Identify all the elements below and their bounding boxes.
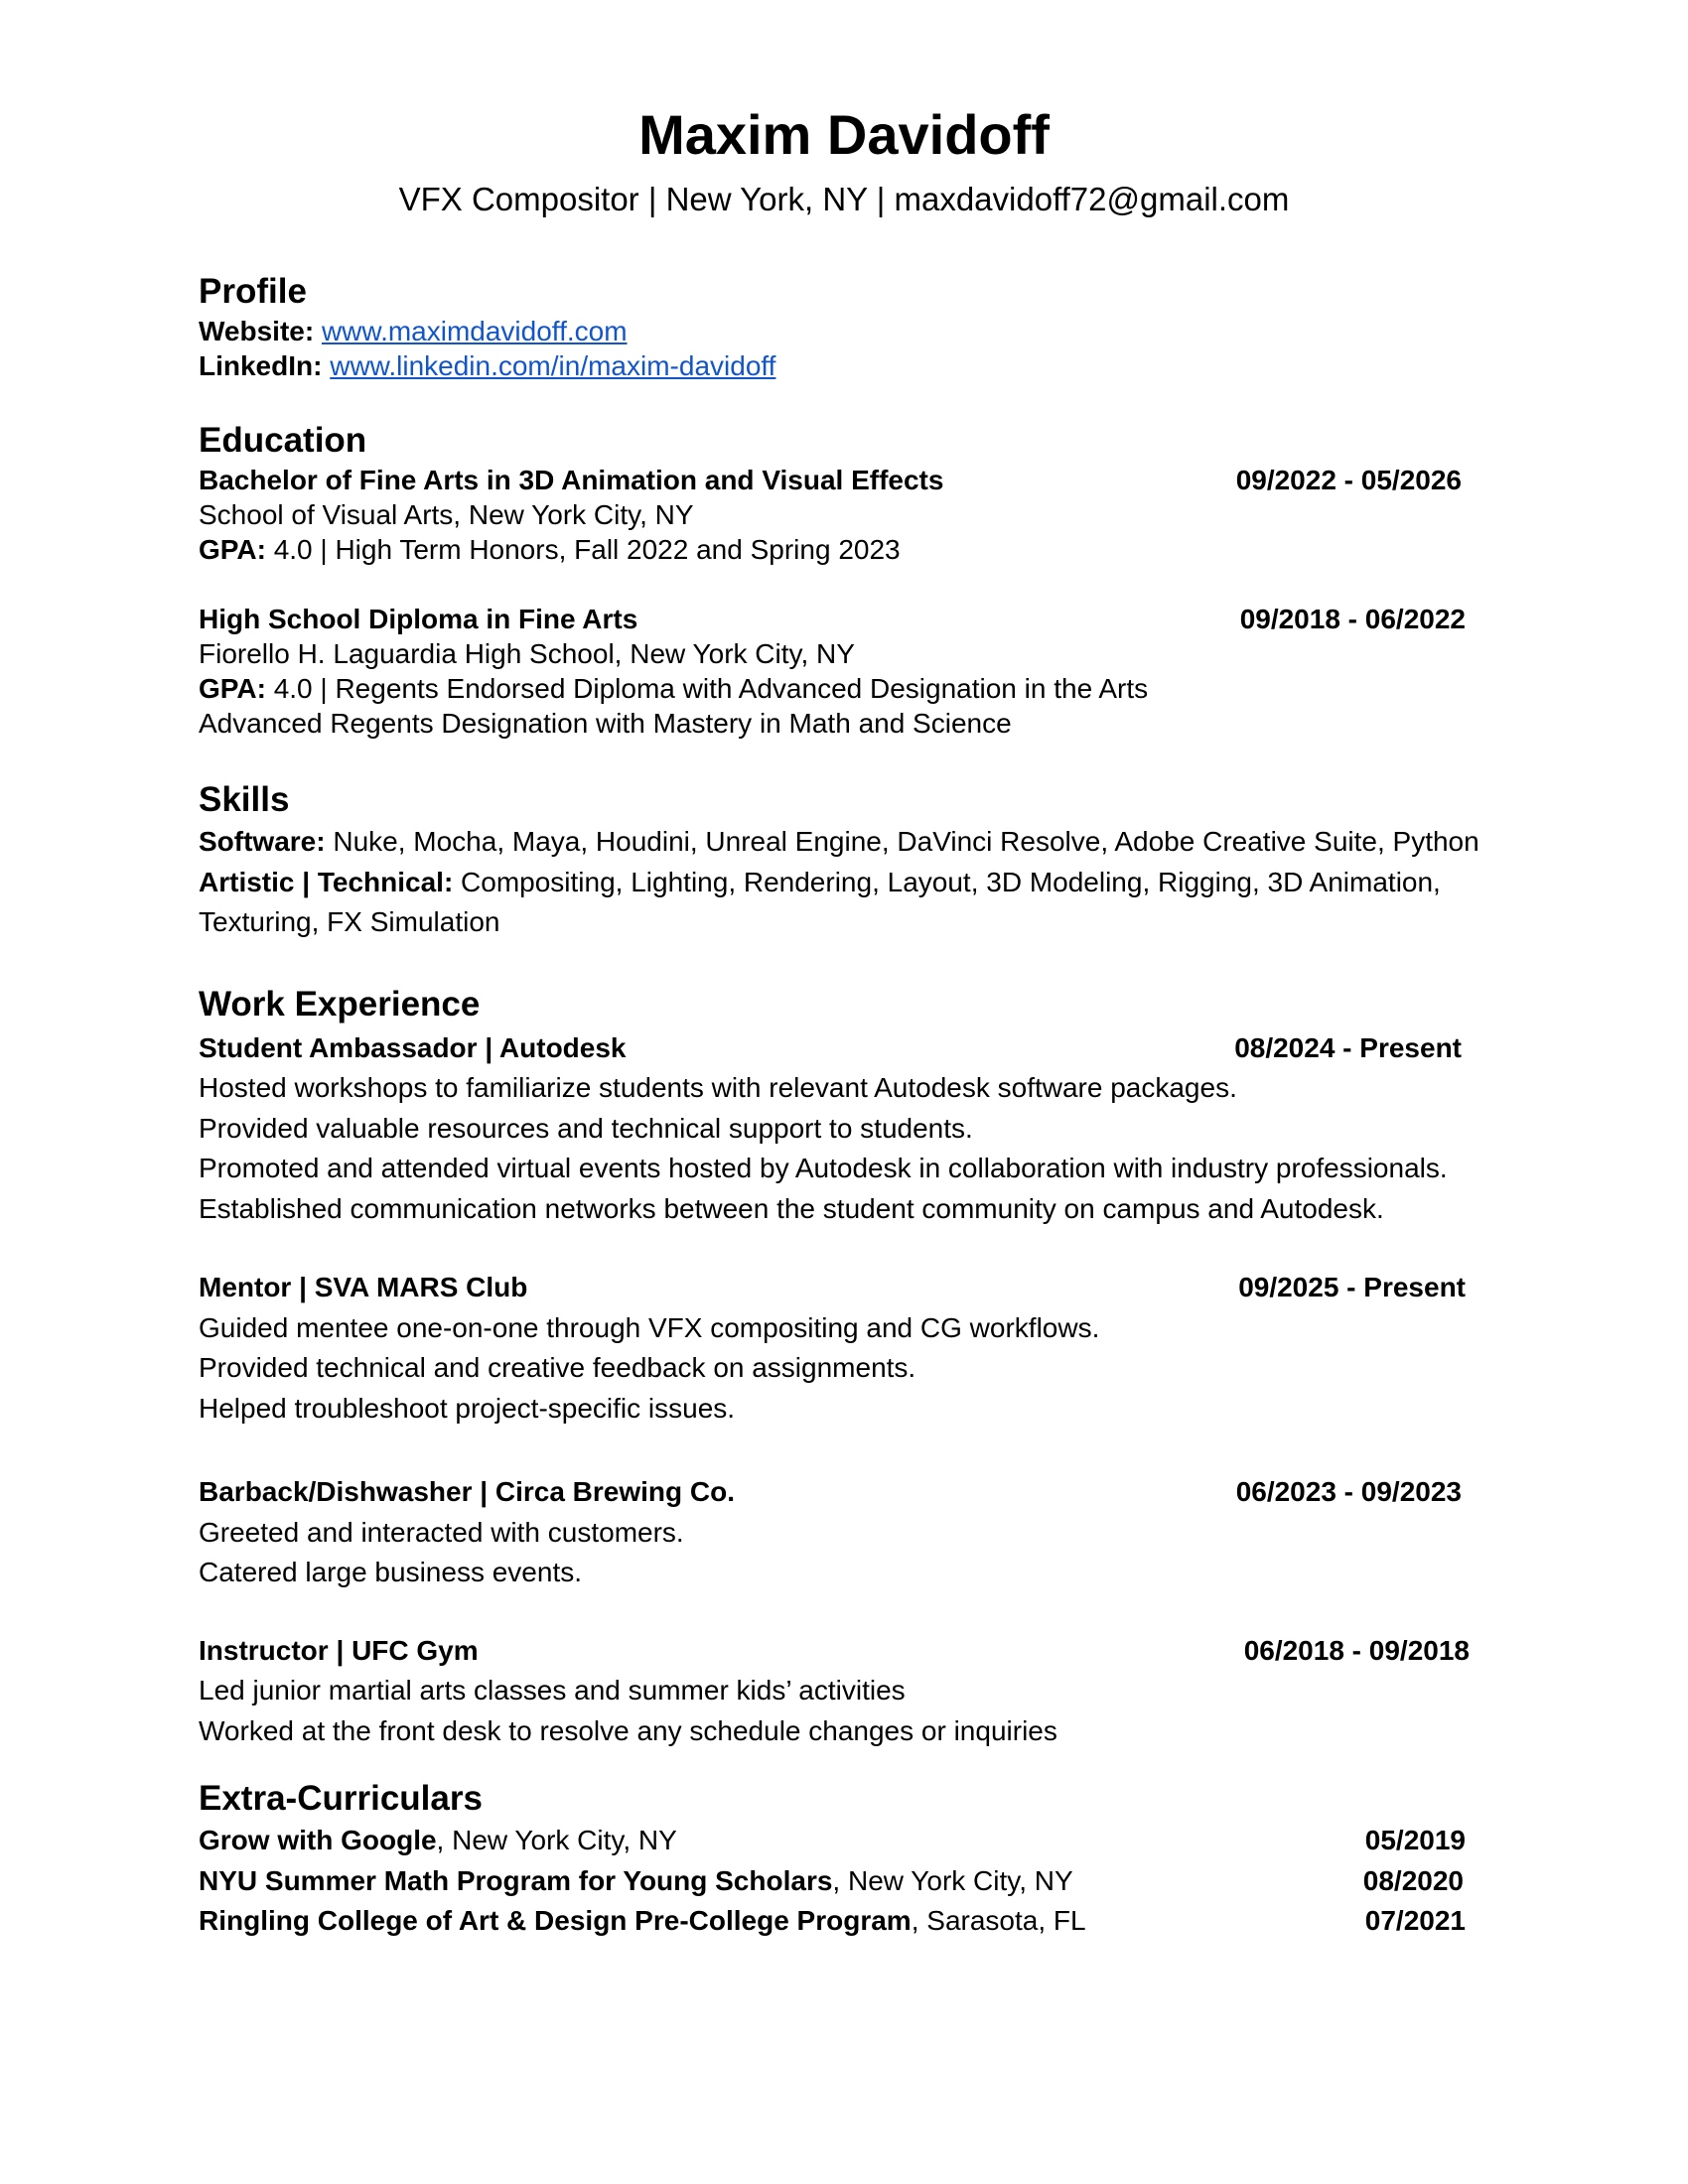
gpa-text: 4.0 | Regents Endorsed Diploma with Advanced Designation in the Arts [265,673,1149,704]
extracurricular-date: 07/2021 [1364,1905,1466,1936]
job-bullet: Worked at the front desk to resolve any schedule changes or inquiries [199,1714,1057,1746]
job-bullet: Promoted and attended virtual events hosted by Autodesk in collaboration with industry professionals. [199,1153,1448,1183]
school-name: School of Visual Arts, New York City, NY [199,499,694,530]
extracurricular-name: NYU Summer Math Program for Young Scholars [199,1864,833,1896]
linkedin-label: LinkedIn: [199,350,323,381]
job-bullet: Catered large business events. [199,1557,582,1587]
job-bullet: Guided mentee one-on-one through VFX compositing and CG workflows. [199,1311,1100,1343]
job-bullet: Led junior martial arts classes and summer kids’ activities [199,1675,906,1706]
education-item [199,463,1481,567]
school-name: Fiorello H. Laguardia High School, New York City, NY [199,638,855,669]
work-title: Work Experience [199,984,481,1024]
software-label: Software: [199,826,326,857]
job-header-row [199,1028,1481,1069]
extracurricular-date: 05/2019 [1364,1825,1466,1855]
skills-title: Skills [199,780,290,819]
job-bullet: Helped troubleshoot project-specific issues. [199,1392,736,1424]
extracurricular-item [199,1861,1481,1902]
education-item [199,602,1481,741]
job-dates: 06/2018 - 09/2018 [1243,1634,1470,1666]
extracurricular-section [199,1777,1481,1942]
job-bullet: Established communication networks between the student community on campus and Autodesk. [199,1192,1384,1224]
education-section [199,419,1481,741]
gpa-label: GPA: [199,673,266,704]
degree-dates: 09/2018 - 06/2022 [1239,604,1466,634]
extracurricular-text [199,1821,677,1861]
software-list: Nuke, Mocha, Maya, Houdini, Unreal Engine, DaVinci Resolve, Adobe Creative Suite, Python [325,826,1479,857]
linkedin-line [199,348,1481,383]
gpa-line [199,671,1481,706]
extracurricular-place: , Sarasota, FL [911,1905,1086,1936]
extracurricular-item [199,1821,1481,1861]
extracurricular-place: , New York City, NY [832,1864,1073,1896]
job-header-row [199,1631,1481,1672]
resume-content [199,270,1481,1942]
linkedin-link[interactable]: www.linkedin.com/in/maxim-davidoff [330,350,776,381]
profile-title: Profile [199,272,307,311]
artistic-list: Compositing, Lighting, Rendering, Layout, 3D Modeling, Rigging, 3D Animation, Texturing, FX Simulation [199,866,1441,937]
gpa-line [199,532,1481,567]
job-bullet: Provided valuable resources and technical support to students. [199,1112,973,1144]
software-line [199,822,1481,863]
education-header-row [199,463,1481,497]
extracurricular-date: 08/2020 [1362,1864,1464,1896]
job-entry [199,1028,1481,1230]
job-role: Student Ambassador | Autodesk [199,1031,627,1063]
job-dates: 06/2023 - 09/2023 [1235,1476,1462,1507]
job-dates: 09/2025 - Present [1238,1272,1466,1302]
extracurricular-title: Extra-Curriculars [199,1779,483,1818]
job-header-row [199,1268,1481,1308]
extracurricular-item [199,1901,1481,1942]
degree-dates: 09/2022 - 05/2026 [1235,465,1462,495]
education-title: Education [199,421,367,460]
extracurricular-name: Ringling College of Art & Design Pre-College Program [199,1905,912,1936]
website-label: Website: [199,316,315,346]
job-entry [199,1472,1481,1593]
extracurricular-text [199,1861,1073,1902]
degree-title: High School Diploma in Fine Arts [199,604,638,634]
job-role: Instructor | UFC Gym [199,1634,479,1666]
resume-subtitle: VFX Compositor | New York, NY | maxdavidoff72@gmail.com [398,181,1290,217]
artistic-line [199,863,1481,943]
website-line [199,314,1481,348]
skills-section [199,778,1481,943]
education-extra: Advanced Regents Designation with Mastery in Math and Science [199,708,1012,739]
extracurricular-text [199,1901,1086,1942]
job-bullet: Greeted and interacted with customers. [199,1516,684,1548]
extracurricular-name: Grow with Google [199,1825,437,1855]
job-entry [199,1631,1481,1752]
profile-section [199,270,1481,383]
job-header-row [199,1472,1481,1513]
website-link[interactable]: www.maximdavidoff.com [321,316,628,346]
work-section [199,983,1481,1752]
job-role: Barback/Dishwasher | Circa Brewing Co. [199,1476,736,1507]
job-bullet: Hosted workshops to familiarize students with relevant Autodesk software packages. [199,1072,1237,1103]
job-bullet: Provided technical and creative feedback on assignments. [199,1352,916,1383]
job-dates: 08/2024 - Present [1234,1031,1462,1063]
gpa-text: 4.0 | High Term Honors, Fall 2022 and Spring 2023 [265,534,901,565]
degree-title: Bachelor of Fine Arts in 3D Animation and Visual Effects [199,465,944,495]
job-role: Mentor | SVA MARS Club [199,1272,528,1302]
gpa-label: GPA: [199,534,266,565]
education-header-row [199,602,1481,636]
artistic-label: Artistic | Technical: [199,866,454,897]
job-entry [199,1268,1481,1429]
resume-name: Maxim Davidoff [638,103,1050,166]
extracurricular-place: , New York City, NY [436,1825,677,1855]
